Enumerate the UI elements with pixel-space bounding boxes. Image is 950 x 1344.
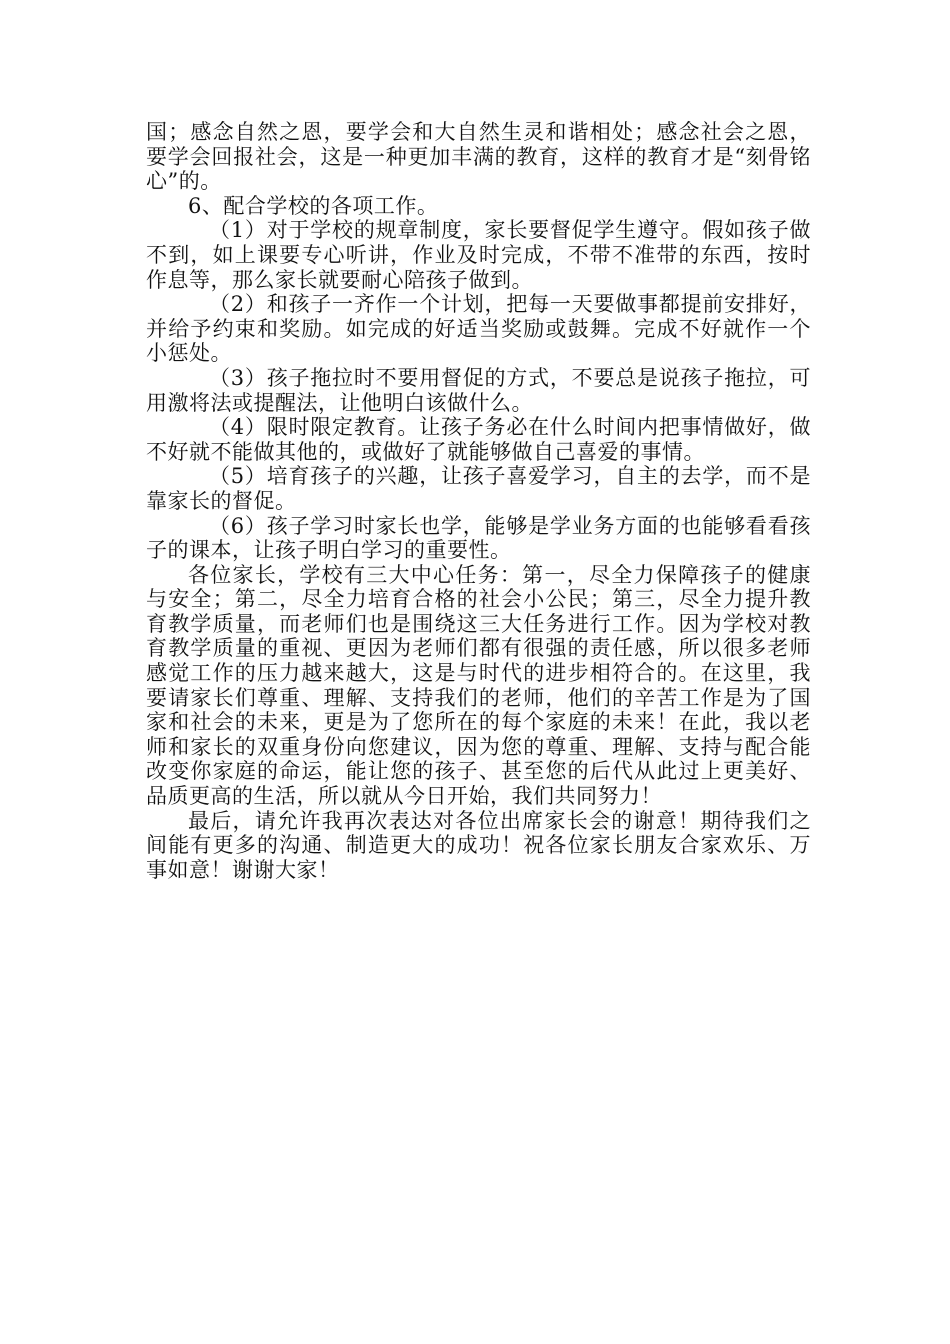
paragraph-closing: 最后，请允许我再次表达对各位出席家长会的谢意！期待我们之间能有更多的沟通、制造更大的成功！祝各位家长朋友合家欢乐、万事如意！谢谢大家！ [146, 808, 811, 882]
paragraph-gratitude-end: 国；感念自然之恩，要学会和大自然生灵和谐相处；感念社会之恩，要学会回报社会，这是一种更加丰满的教育，这样的教育才是“刻骨铭心”的。 [146, 120, 811, 194]
paragraph-subitem-6: （6）孩子学习时家长也学，能够是学业务方面的也能够看看孩子的课本，让孩子明白学习的重要性。 [146, 513, 811, 563]
paragraph-item-6-heading: 6、配合学校的各项工作。 [188, 193, 439, 218]
paragraph-school-tasks: 各位家长，学校有三大中心任务：第一，尽全力保障孩子的健康与安全；第二，尽全力培育合格的社会小公民；第三，尽全力提升教育教学质量，而老师们也是围绕这三大任务进行工作。因为学校对教育教学质量的重视、更因为老师们都有很强的责任感，所以很多老师感觉工作的压力越来越大，这是与时代的进步相符合的。在这里，我要请家长们尊重、理解、支持我们的老师，他们的辛苦工作是为了国家和社会的未来，更是为了您所在的每个家庭的未来！在此，我以老师和家长的双重身份向您建议，因为您的尊重、理解、支持与配合能改变你家庭的命运，能让您的孩子、甚至您的后代从此过上更美好、品质更高的生活，所以就从今日开始，我们共同努力！ [146, 562, 811, 809]
paragraph-subitem-1: （1）对于学校的规章制度，家长要督促学生遵守。假如孩子做不到，如上课要专心听讲，作业及时完成，不带不准带的东西，按时作息等，那么家长就要耐心陪孩子做到。 [146, 218, 811, 292]
paragraph-subitem-3: （3）孩子拖拉时不要用督促的方式，不要总是说孩子拖拉，可用激将法或提醒法，让他明白该做什么。 [146, 365, 811, 415]
paragraph-subitem-2: （2）和孩子一齐作一个计划，把每一天要做事都提前安排好，并给予约束和奖励。如完成的好适当奖励或鼓舞。完成不好就作一个小惩处。 [146, 292, 811, 366]
document-body [146, 120, 811, 882]
paragraph-subitem-5: （5）培育孩子的兴趣，让孩子喜爱学习，自主的去学，而不是靠家长的督促。 [146, 464, 811, 513]
paragraph-subitem-4: （4）限时限定教育。让孩子务必在什么时间内把事情做好，做不好就不能做其他的，或做好了就能够做自己喜爱的事情。 [146, 415, 811, 464]
